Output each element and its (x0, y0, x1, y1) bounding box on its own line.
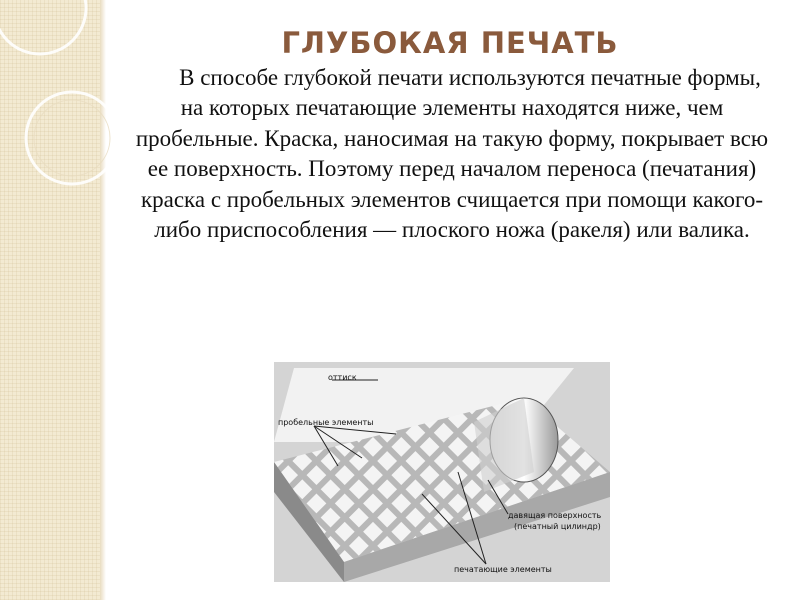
decorative-rings (0, 0, 140, 220)
diagram-drawing (274, 362, 610, 582)
slide-title: ГЛУБОКАЯ ПЕЧАТЬ (281, 26, 619, 60)
decorative-ring-middle (26, 92, 118, 184)
label-print: оттиск (328, 373, 357, 382)
decorative-ring-top (0, 0, 86, 54)
gravure-printing-diagram (274, 362, 610, 582)
label-printing-elements: печатающие элементы (454, 565, 552, 574)
label-blank-elements: пробельные элементы (278, 418, 374, 427)
slide-body-text: В способе глубокой печати используются печатные формы, на которых печатающие элементы находятся ниже, чем пробельные. Краска, наносимая на такую форму, покрывает всю ее поверхность. Поэтому перед началом переноса (печатания) краска с пробельных элементов счищается при помощи какого-либо приспособления — плоского ножа (ракеля) или валика. (135, 65, 769, 243)
label-pressing-surface-line1: давящая поверхность (508, 511, 602, 520)
label-pressing-surface-line2: (печатный цилиндр) (514, 522, 601, 531)
decorative-ring-inner (34, 100, 110, 176)
